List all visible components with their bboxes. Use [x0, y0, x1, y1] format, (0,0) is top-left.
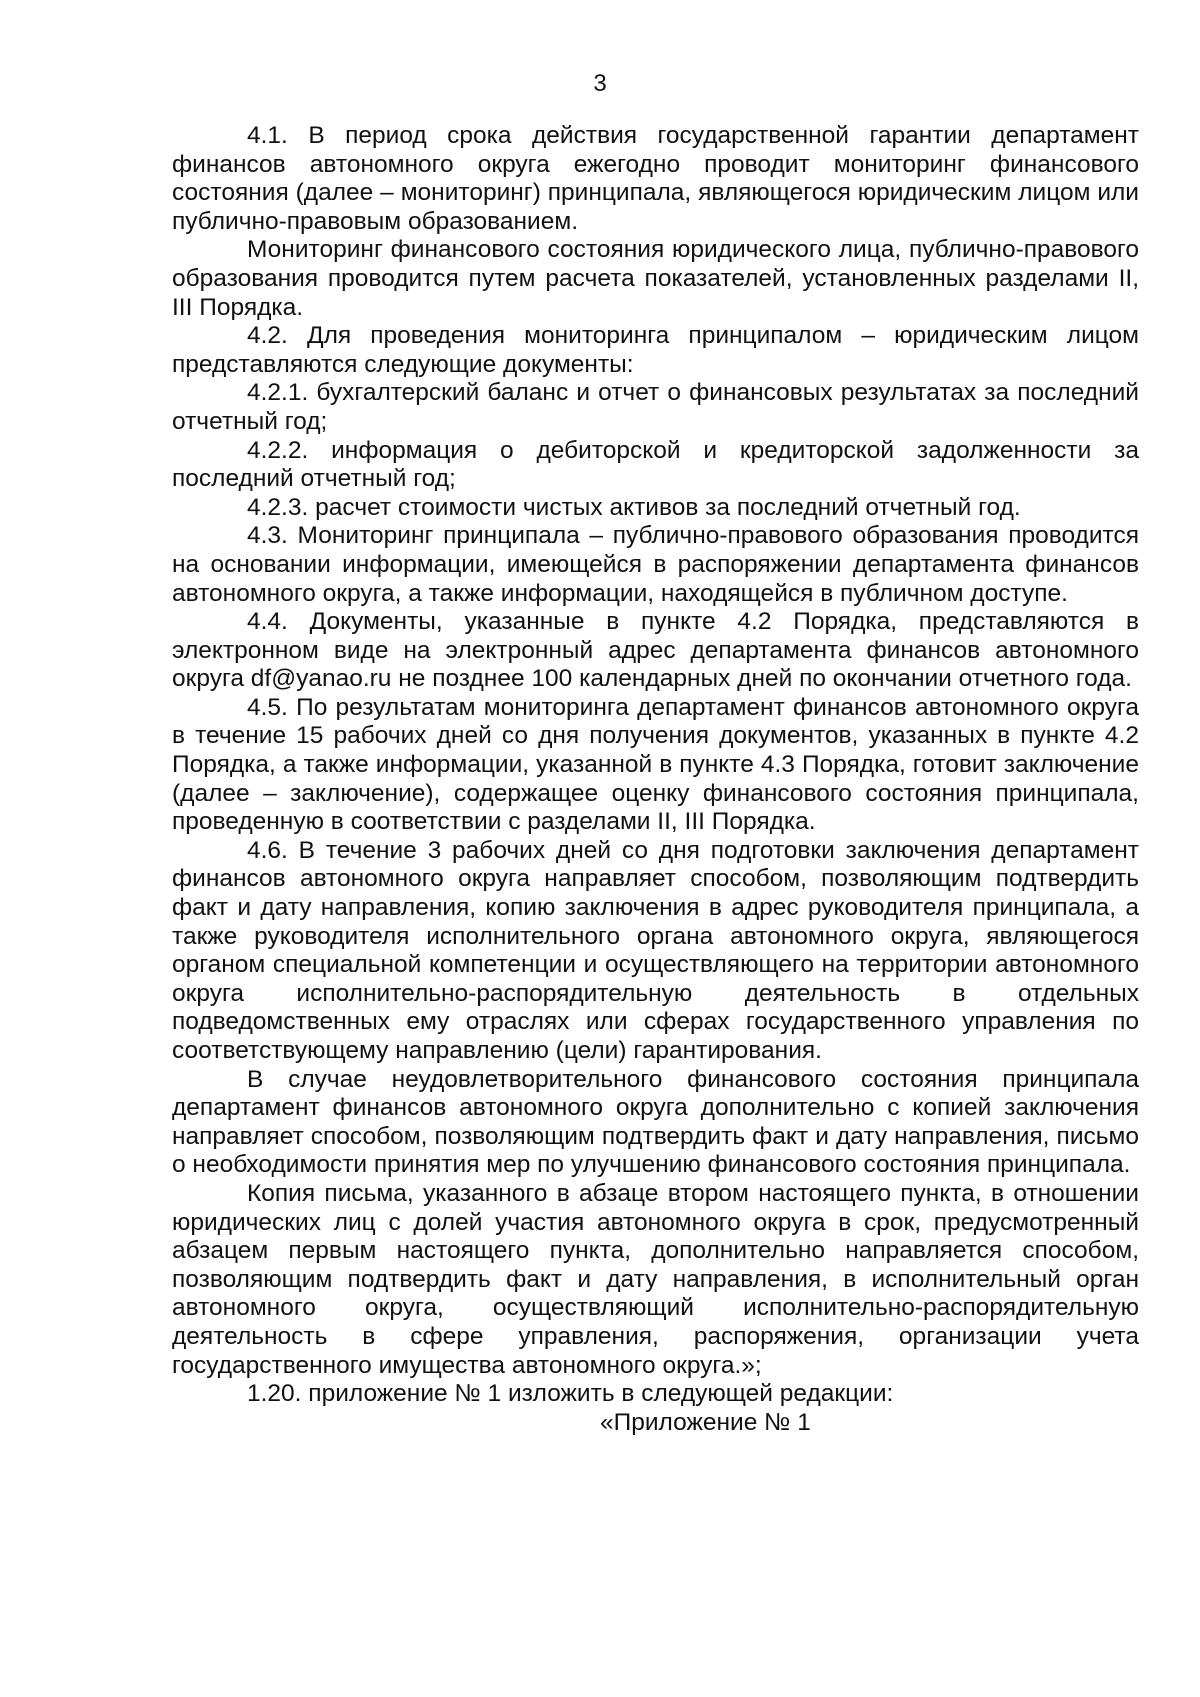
paragraph-4-3: 4.3. Мониторинг принципала – публично-правового образования проводится на основании информации, имеющейся в распоряжении департамента финансов автономного округа, а также информации, находящейся в публичном доступе. [172, 522, 1139, 607]
paragraph-unsatisfactory-state: В случае неудовлетворительного финансового состояния принципала департамент финансов автономного округа дополнительно с копией заключения направляет способом, позволяющим подтвердить факт и дату направления, письмо о необходимости принятия мер по улучшению финансового состояния принципала. [172, 1065, 1139, 1179]
paragraph-4-2-1: 4.2.1. бухгалтерский баланс и отчет о финансовых результатах за последний отчетный год; [172, 379, 1139, 435]
paragraph-1-20: 1.20. приложение № 1 изложить в следующей редакции: [247, 1380, 894, 1408]
paragraph-4-6: 4.6. В течение 3 рабочих дней со дня подготовки заключения департамент финансов автономного округа направляет способом, позволяющим подтвердить факт и дату направления, копию заключения в адрес руководителя принципала, а также руководителя исполнительного органа автономного округа, являющегося органом специальной компетенции и осуществляющего на территории автономного округа исполнительно-распорядительную деятельность в отдельных подведомственных ему отраслях или сферах государственного управления по соответствующему направлению (цели) гарантирования. [172, 836, 1139, 1064]
page-number: 3 [593, 70, 607, 97]
paragraph-4-2-3: 4.2.3. расчет стоимости чистых активов за последний отчетный год. [247, 493, 1021, 521]
paragraph-letter-copy: Копия письма, указанного в абзаце втором настоящего пункта, в отношении юридических лиц с долей участия автономного округа в срок, предусмотренный абзацем первым настоящего пункта, дополнительно направляется способом, позволяющим подтвердить факт и дату направления, в исполнительный орган автономного округа, осуществляющий исполнительно-распорядительную деятельность в сфере управления, распоряжения, организации учета государственного имущества автономного округа.»; [172, 1179, 1139, 1379]
paragraph-4-1: 4.1. В период срока действия государственной гарантии департамент финансов автономного округа ежегодно проводит мониторинг финансового состояния (далее – мониторинг) принципала, являющегося юридическим лицом или публично-правовым образованием. [172, 122, 1139, 235]
paragraph-4-2: 4.2. Для проведения мониторинга принципалом – юридическим лицом представляются следующие документы: [172, 322, 1139, 378]
paragraph-4-2-2: 4.2.2. информация о дебиторской и кредиторской задолженности за последний отчетный год; [172, 436, 1139, 493]
paragraph-monitoring-method: Мониторинг финансового состояния юридического лица, публично-правового образования проводится путем расчета показателей, установленных разделами II, III Порядка. [172, 236, 1139, 321]
appendix-title: «Приложение № 1 [600, 1408, 811, 1436]
paragraph-4-4: 4.4. Документы, указанные в пункте 4.2 Порядка, представляются в электронном виде на электронный адрес департамента финансов автономного округа df@yanao.ru не позднее 100 календарных дней по окончании отчетного года. [172, 608, 1139, 693]
document-body [172, 122, 1139, 1437]
paragraph-4-5: 4.5. По результатам мониторинга департамент финансов автономного округа в течение 15 рабочих дней со дня получения документов, указанных в пункте 4.2 Порядка, а также информации, указанной в пункте 4.3 Порядка, готовит заключение (далее – заключение), содержащее оценку финансового состояния принципала, проведенную в соответствии с разделами II, III Порядка. [172, 693, 1139, 836]
